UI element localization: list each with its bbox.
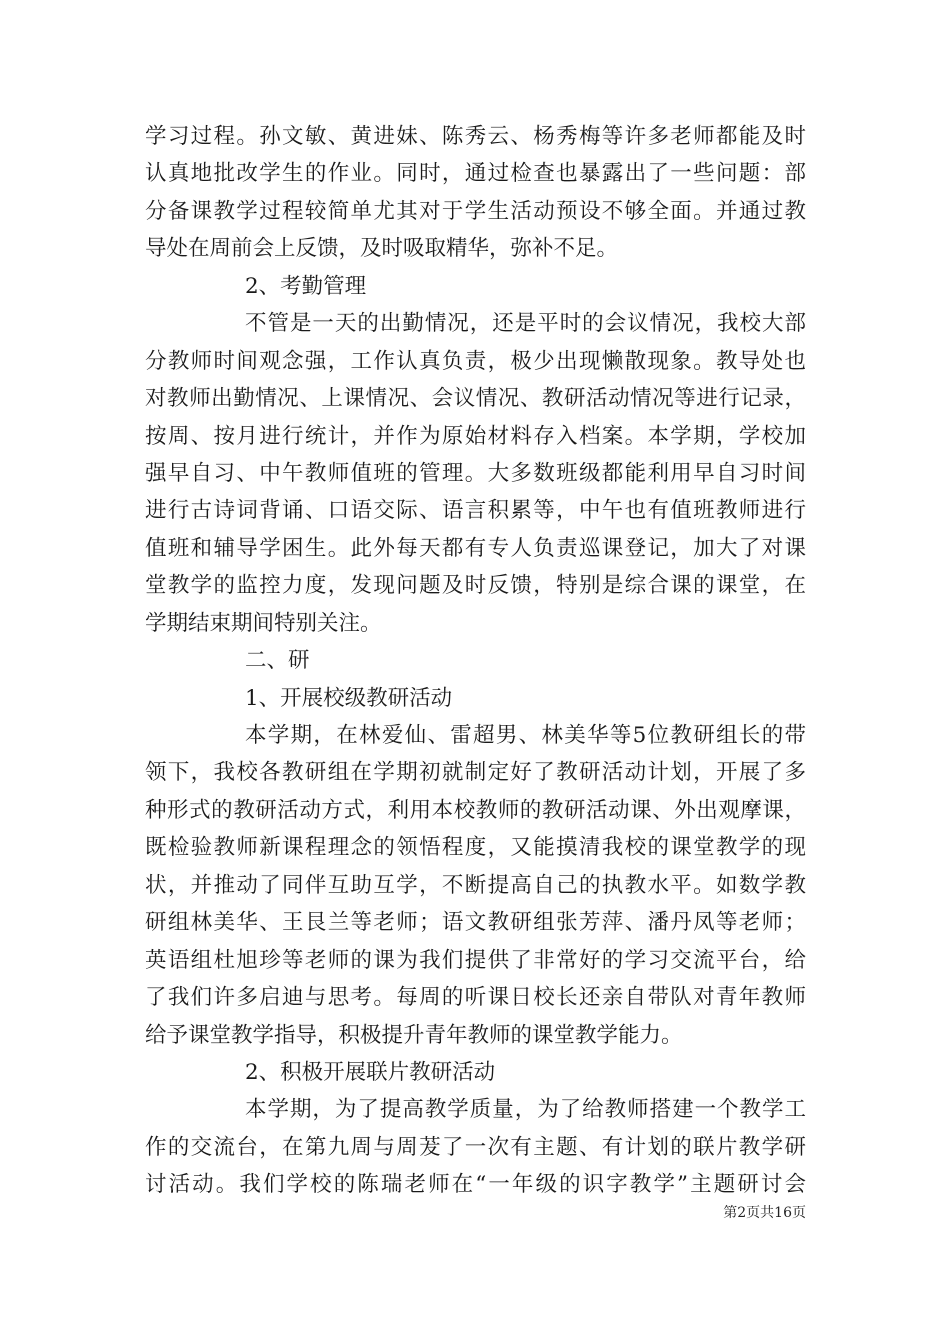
text-line: 讨活动。我们学校的陈瑞老师在“一年级的识字教学”主题研讨会 [145, 1172, 806, 1198]
text-line: 研组林美华、王艮兰等老师；语文教研组张芳萍、潘丹凤等老师； [145, 910, 806, 936]
text-line: 既检验教师新课程理念的领悟程度，又能摸清我校的课堂教学的现 [145, 835, 806, 861]
text-line: 强早自习、中午教师值班的管理。大多数班级都能利用早自习时间 [145, 460, 806, 486]
text-line: 分备课教学过程较简单尤其对于学生活动预设不够全面。并通过教 [145, 198, 806, 224]
text-line: 按周、按月进行统计，并作为原始材料存入档案。本学期，学校加 [145, 423, 806, 449]
text-line: 进行古诗词背诵、口语交际、语言积累等，中午也有值班教师进行 [145, 498, 806, 524]
document-body [145, 118, 806, 1204]
text-line: 了我们许多启迪与思考。每周的听课日校长还亲自带队对青年教师 [145, 985, 806, 1011]
section-heading: 2、考勤管理 [245, 273, 367, 299]
text-line: 认真地批改学生的作业。同时，通过检查也暴露出了一些问题：部 [145, 161, 806, 187]
section-heading: 1、开展校级教研活动 [245, 685, 453, 711]
text-line: 种形式的教研活动方式，利用本校教师的教研活动课、外出观摩课， [145, 797, 806, 823]
text-line: 值班和辅导学困生。此外每天都有专人负责巡课登记，加大了对课 [145, 535, 806, 561]
text-line: 给予课堂教学指导，积极提升青年教师的课堂教学能力。 [145, 1022, 683, 1048]
section-heading: 2、积极开展联片教研活动 [245, 1059, 496, 1085]
text-line: 导处在周前会上反馈，及时吸取精华，弥补不足。 [145, 236, 619, 262]
text-line: 不管是一天的出勤情况，还是平时的会议情况，我校大部 [245, 311, 806, 337]
text-line: 领下，我校各教研组在学期初就制定好了教研活动计划，开展了多 [145, 760, 806, 786]
section-heading: 二、研 [245, 648, 310, 674]
text-line: 作的交流台，在第九周与周茇了一次有主题、有计划的联片教学研 [145, 1134, 806, 1160]
text-line: 本学期，为了提高教学质量，为了给教师搭建一个教学工 [245, 1097, 806, 1123]
text-line: 英语组杜旭珍等老师的课为我们提供了非常好的学习交流平台，给 [145, 947, 806, 973]
text-line: 堂教学的监控力度，发现问题及时反馈，特别是综合课的课堂，在 [145, 573, 806, 599]
text-line: 学习过程。孙文敏、黄进妹、陈秀云、杨秀梅等许多老师都能及时 [145, 124, 806, 149]
text-line: 状，并推动了同伴互助互学，不断提高自己的执教水平。如数学教 [145, 872, 806, 898]
text-line: 本学期，在林爱仙、雷超男、林美华等5位教研组长的带 [245, 723, 806, 748]
text-line: 对教师出勤情况、上课情况、会议情况、教研活动情况等进行记录， [145, 386, 806, 412]
page-number: 第2页共16页 [723, 1205, 806, 1221]
text-line: 分教师时间观念强，工作认真负责，极少出现懒散现象。教导处也 [145, 348, 806, 374]
text-line: 学期结束期间特别关注。 [145, 610, 382, 636]
